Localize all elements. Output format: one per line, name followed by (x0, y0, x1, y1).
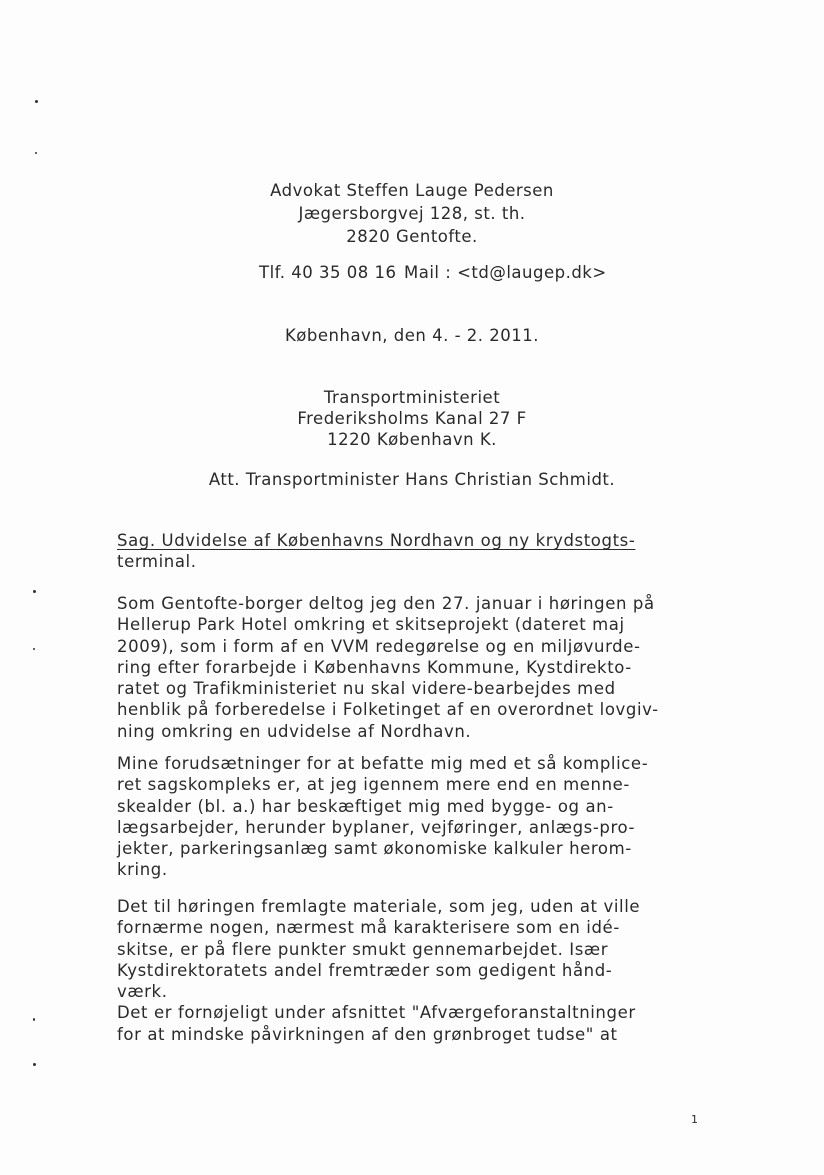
paragraph-line: 2009), som i form af en VVM redegørelse og en miljøvurde- (117, 636, 641, 656)
paragraph-line: Det er fornøjeligt under afsnittet "Afværgeforanstaltninger (117, 1003, 636, 1023)
scan-speck (35, 100, 38, 103)
paragraph-line: ret sagskompleks er, at jeg igennem mere end en menne- (117, 775, 630, 795)
recipient-city: 1220 København K. (327, 430, 497, 449)
paragraph-hearing (117, 593, 717, 742)
subject (117, 530, 717, 573)
sender-mail: Mail : <td@laugep.dk> (404, 263, 607, 282)
subject-line: terminal. (117, 552, 197, 572)
page-number: 1 (691, 1113, 698, 1126)
paragraph-line: for at mindske påvirkningen af den grønbroget tudse" at (117, 1024, 618, 1044)
scan-speck (33, 648, 35, 650)
subject-line: Sag. Udvidelse af Københavns Nordhavn og ny krydstogts- (117, 531, 636, 550)
sender-phone: Tlf. 40 35 08 16 (259, 263, 397, 282)
sender-name: Advokat Steffen Lauge Pedersen (270, 181, 554, 200)
paragraph-line: skitse, er på flere punkter smukt gennemarbejdet. Især (117, 939, 609, 959)
sender-street: Jægersborgvej 128, st. th. (298, 204, 526, 223)
scan-speck (33, 1063, 36, 1066)
scan-speck (35, 152, 37, 154)
paragraph-line: fornærme nogen, nærmest må karakterisere som en idé- (117, 918, 620, 938)
paragraph-qualifications (117, 753, 717, 881)
recipient-org: Transportministeriet (323, 388, 501, 407)
paragraph-line: ning omkring en udvidelse af Nordhavn. (117, 721, 472, 741)
paragraph-line: Mine forudsætninger for at befatte mig med et så komplice- (117, 754, 649, 773)
paragraph-line: Hellerup Park Hotel omkring et skitseprojekt (dateret maj (117, 615, 625, 635)
paragraph-line: ring efter forarbejde i Københavns Kommune, Kystdirekto- (117, 657, 632, 677)
scan-speck (33, 1018, 35, 1021)
paragraph-line: henblik på forberedelse i Folketinget af en overordnet lovgiv- (117, 700, 659, 720)
paragraph-line: kring. (117, 860, 168, 880)
paragraph-line: Som Gentofte-borger deltog jeg den 27. januar i høringen på (117, 594, 655, 613)
sender-city: 2820 Gentofte. (346, 227, 478, 246)
paragraph-line: værk. (117, 982, 168, 1002)
paragraph-line: ratet og Trafikministeriet nu skal videre-bearbejdes med (117, 679, 616, 699)
scan-speck (33, 590, 36, 593)
paragraph-line: jekter, parkeringsanlæg samt økonomiske kalkuler herom- (117, 839, 632, 859)
recipient-street: Frederiksholms Kanal 27 F (297, 409, 527, 428)
paragraph-line: Kystdirektoratets andel fremtræder som gedigent hånd- (117, 960, 613, 980)
paragraph-material (117, 896, 717, 1045)
paragraph-line: lægsarbejder, herunder byplaner, vejføringer, anlægs-pro- (117, 817, 636, 837)
paragraph-line: skealder (bl. a.) har beskæftiget mig med bygge- og an- (117, 796, 614, 816)
paragraph-line: Det til høringen fremlagte materiale, som jeg, uden at ville (117, 897, 641, 916)
date-line: København, den 4. - 2. 2011. (284, 326, 539, 345)
recipient-attention: Att. Transportminister Hans Christian Schmidt. (208, 470, 616, 489)
